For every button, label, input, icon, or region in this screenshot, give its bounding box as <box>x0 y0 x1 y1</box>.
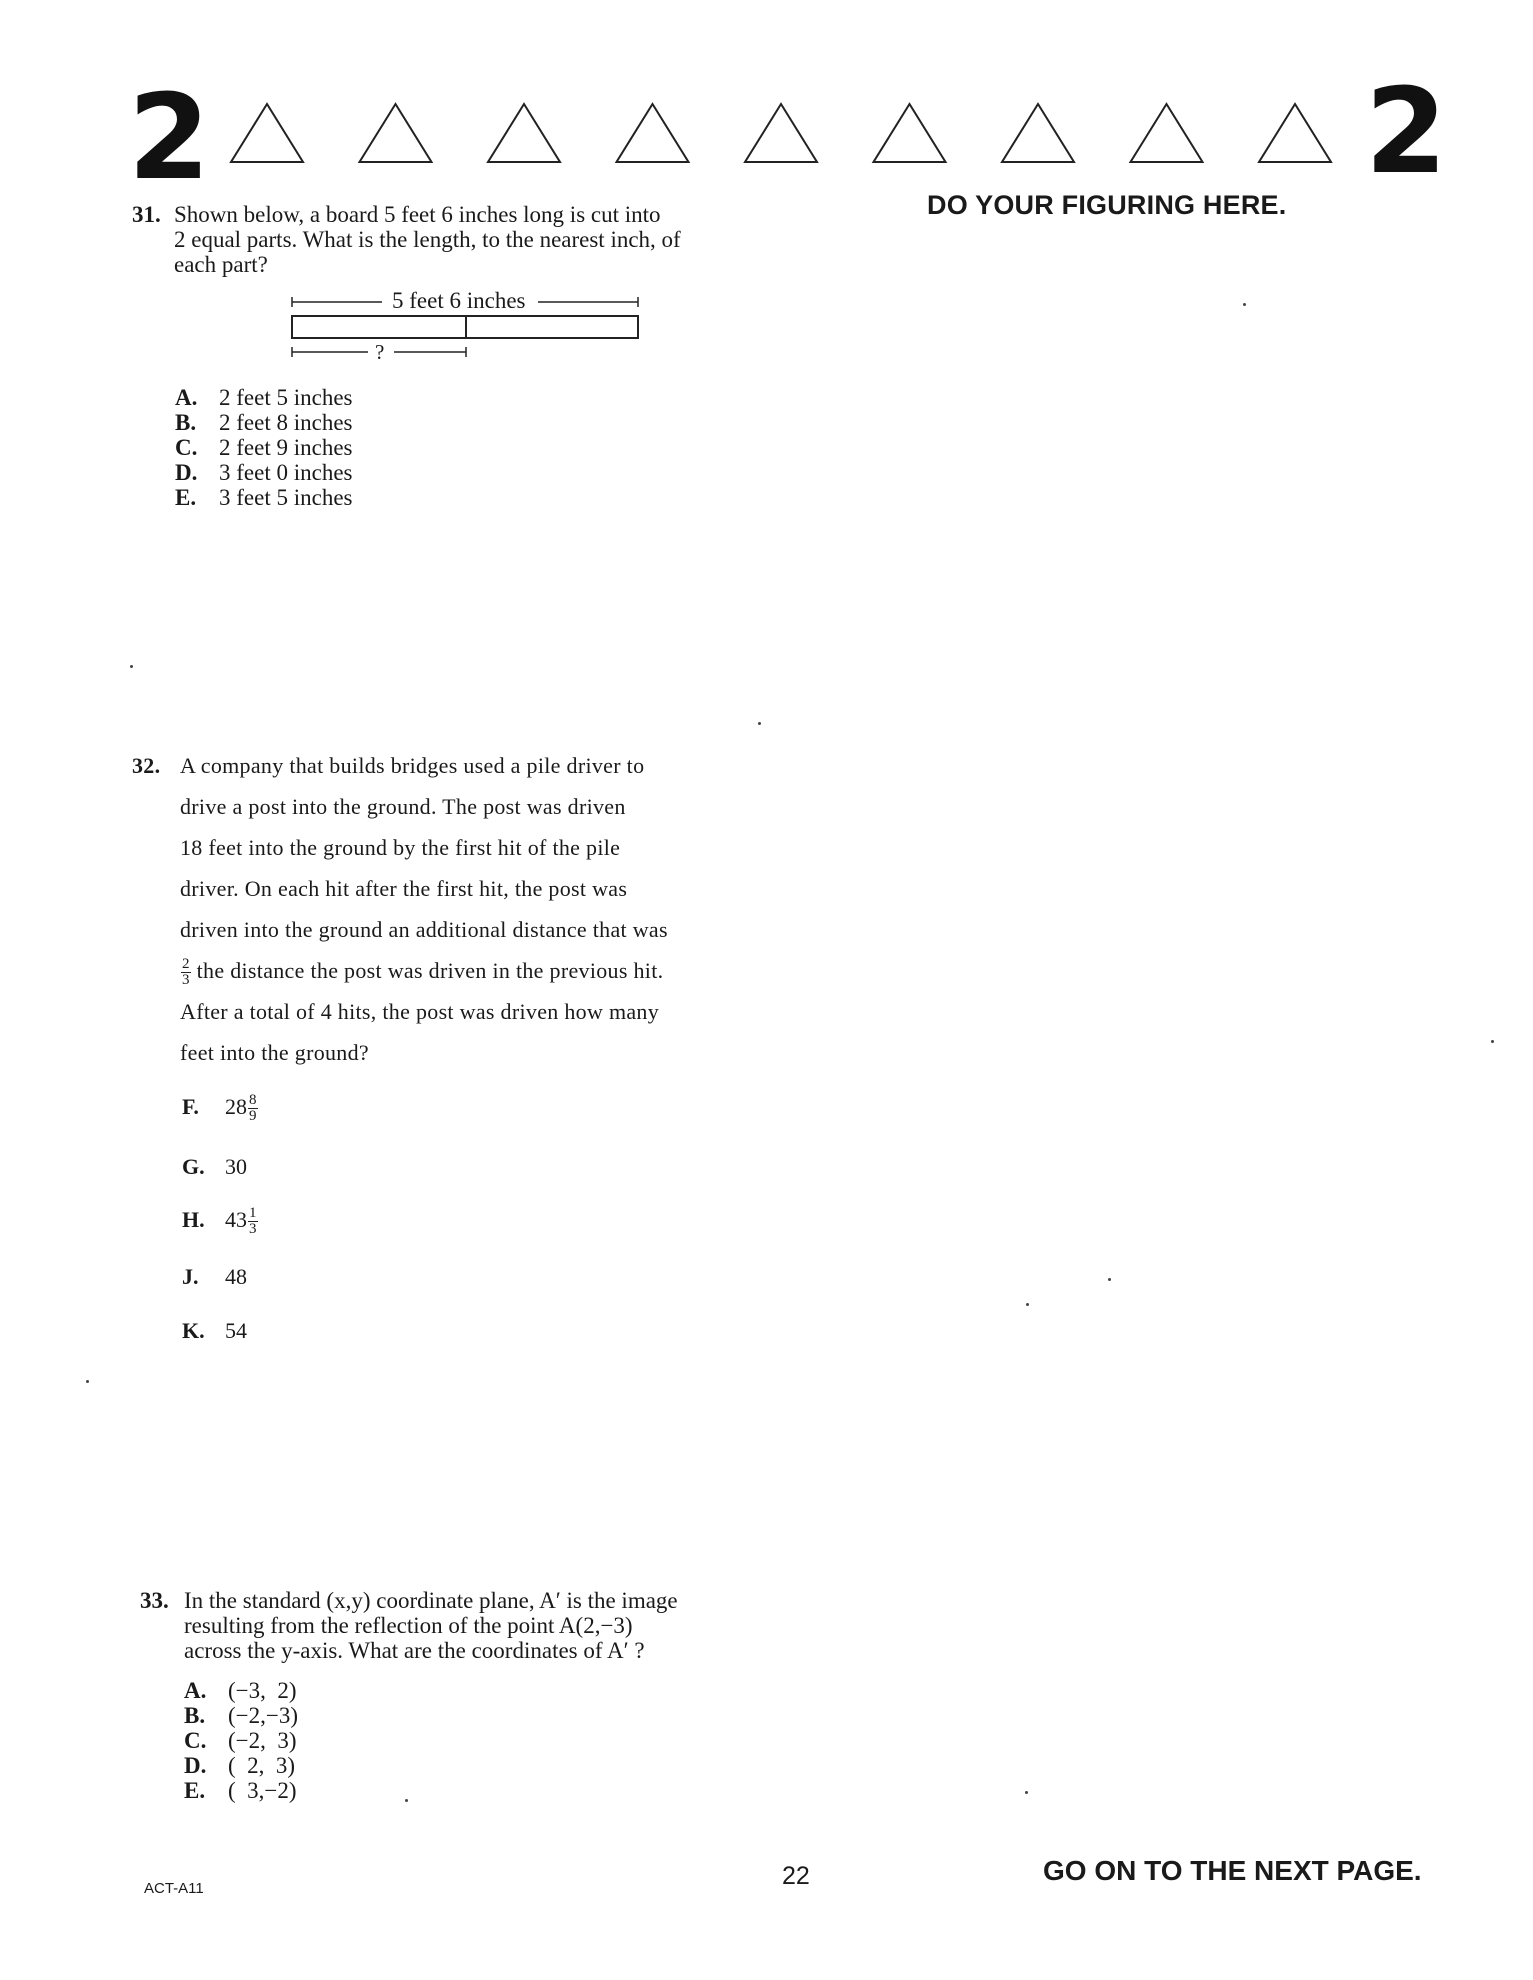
choice-letter: D. <box>184 1753 207 1778</box>
choice-text: ( 2, 3) <box>228 1753 296 1778</box>
figuring-label: DO YOUR FIGURING HERE. <box>927 190 1287 220</box>
question-31 <box>132 202 772 277</box>
triangle-icon <box>745 104 817 162</box>
choice-text: 2 feet 8 inches <box>219 410 353 435</box>
choice-text: 2 feet 9 inches <box>219 435 353 460</box>
answer-choice[interactable] <box>175 435 352 460</box>
choice-text: (−3, 2) <box>228 1678 297 1703</box>
form-code: ACT-A11 <box>144 1880 204 1897</box>
triangle-row <box>225 100 1355 170</box>
board-diagram <box>288 285 648 365</box>
choice-letter: A. <box>184 1678 207 1703</box>
question-text-line: feet into the ground? <box>180 1040 369 1065</box>
triangle-icon <box>874 104 946 162</box>
answer-choice[interactable] <box>184 1753 298 1778</box>
answer-choice[interactable] <box>175 485 352 510</box>
scan-speck <box>1243 303 1246 306</box>
scan-speck <box>130 665 133 668</box>
question-text-line: driver. On each hit after the first hit, the post was <box>180 876 628 901</box>
choice-letter: H. <box>182 1207 205 1232</box>
board-part-label: ? <box>375 340 385 364</box>
question-text-line: driven into the ground an additional distance that was <box>180 917 668 942</box>
triangle-icon <box>1131 104 1203 162</box>
choice-whole: 30 <box>225 1154 247 1179</box>
fraction-numerator: 2 <box>182 956 190 973</box>
answer-choice[interactable] <box>182 1316 247 1346</box>
triangle-icon <box>488 104 560 162</box>
choice-letter: D. <box>175 460 198 485</box>
scan-speck <box>86 1380 89 1383</box>
choice-text: 2 feet 5 inches <box>219 385 353 410</box>
answer-choice[interactable] <box>184 1703 298 1728</box>
answer-choice[interactable] <box>182 1092 258 1124</box>
choice-letter: C. <box>175 435 198 460</box>
question-text-line: 2 equal parts. What is the length, to the nearest inch, of <box>174 227 681 252</box>
fraction-numerator: 8 <box>249 1092 257 1109</box>
question-text-line: A company that builds bridges used a pile driver to <box>180 753 645 778</box>
question-text-line-with-fraction <box>180 950 668 991</box>
choice-letter: E. <box>184 1778 206 1803</box>
answer-choice[interactable] <box>182 1205 258 1237</box>
question-text-line: drive a post into the ground. The post was driven <box>180 794 626 819</box>
answer-choice[interactable] <box>182 1262 247 1292</box>
question-text-line: Shown below, a board 5 feet 6 inches long is cut into <box>174 202 661 227</box>
answer-choices-31 <box>175 385 352 510</box>
answer-choice[interactable] <box>184 1678 298 1703</box>
triangle-icon <box>360 104 432 162</box>
scan-speck <box>758 722 761 725</box>
question-number: 32. <box>132 753 161 778</box>
question-33 <box>140 1588 780 1663</box>
board-total-label: 5 feet 6 inches <box>389 288 528 313</box>
answer-choice[interactable] <box>175 410 352 435</box>
question-number: 33. <box>140 1588 169 1613</box>
answer-choices-33 <box>184 1678 298 1803</box>
section-number-left: 2 <box>128 68 211 206</box>
question-number: 31. <box>132 202 161 227</box>
choice-letter: B. <box>175 410 197 435</box>
answer-choice[interactable] <box>184 1778 298 1803</box>
choice-letter: K. <box>182 1318 205 1343</box>
scan-speck <box>1025 1791 1028 1794</box>
question-text-line: 18 feet into the ground by the first hit of the pile <box>180 835 621 860</box>
choice-fraction <box>248 1093 258 1124</box>
next-page-label: GO ON TO THE NEXT PAGE. <box>1043 1855 1422 1886</box>
choice-letter: A. <box>175 385 198 410</box>
choice-letter: C. <box>184 1728 207 1753</box>
question-text-line: resulting from the reflection of the point A(2,−3) <box>184 1613 633 1638</box>
choice-text: (−2,−3) <box>228 1703 299 1728</box>
scan-speck <box>1026 1303 1029 1306</box>
fraction-denominator: 9 <box>249 1108 257 1125</box>
choice-whole: 54 <box>225 1318 247 1343</box>
inline-fraction <box>181 957 191 988</box>
question-text-line: each part? <box>174 252 268 277</box>
scan-speck <box>1108 1278 1111 1281</box>
fraction-denominator: 3 <box>182 972 190 989</box>
question-32 <box>132 745 772 1073</box>
question-text-segment: the distance the post was driven in the previous hit. <box>196 958 664 983</box>
choice-text: 3 feet 0 inches <box>219 460 353 485</box>
choice-text: 3 feet 5 inches <box>219 485 353 510</box>
scan-speck <box>405 1799 408 1802</box>
choice-whole: 28 <box>225 1094 247 1119</box>
answer-choice[interactable] <box>175 460 352 485</box>
choice-whole: 48 <box>225 1264 247 1289</box>
choice-letter: G. <box>182 1154 205 1179</box>
question-text-line: After a total of 4 hits, the post was driven how many <box>180 999 660 1024</box>
choice-letter: J. <box>182 1264 199 1289</box>
answer-choice[interactable] <box>184 1728 298 1753</box>
triangle-icon <box>1259 104 1331 162</box>
choice-letter: B. <box>184 1703 206 1728</box>
triangle-icons <box>225 100 1355 170</box>
choice-letter: E. <box>175 485 197 510</box>
triangle-icon <box>1002 104 1074 162</box>
choice-letter: F. <box>182 1094 199 1119</box>
section-number-right: 2 <box>1365 62 1448 200</box>
triangle-icon <box>617 104 689 162</box>
triangle-icon <box>231 104 303 162</box>
answer-choice[interactable] <box>182 1152 247 1182</box>
fraction-denominator: 3 <box>249 1221 257 1238</box>
choice-fraction <box>248 1206 258 1237</box>
question-text-line: across the y-axis. What are the coordinates of A′ ? <box>184 1638 645 1663</box>
answer-choice[interactable] <box>175 385 352 410</box>
choice-whole: 43 <box>225 1207 247 1232</box>
choice-text: ( 3,−2) <box>228 1778 297 1803</box>
choice-text: (−2, 3) <box>228 1728 297 1753</box>
fraction-numerator: 1 <box>249 1205 257 1222</box>
page-number: 22 <box>782 1862 810 1890</box>
scan-speck <box>1491 1040 1494 1043</box>
question-text-line: In the standard (x,y) coordinate plane, A′ is the image <box>184 1588 678 1613</box>
